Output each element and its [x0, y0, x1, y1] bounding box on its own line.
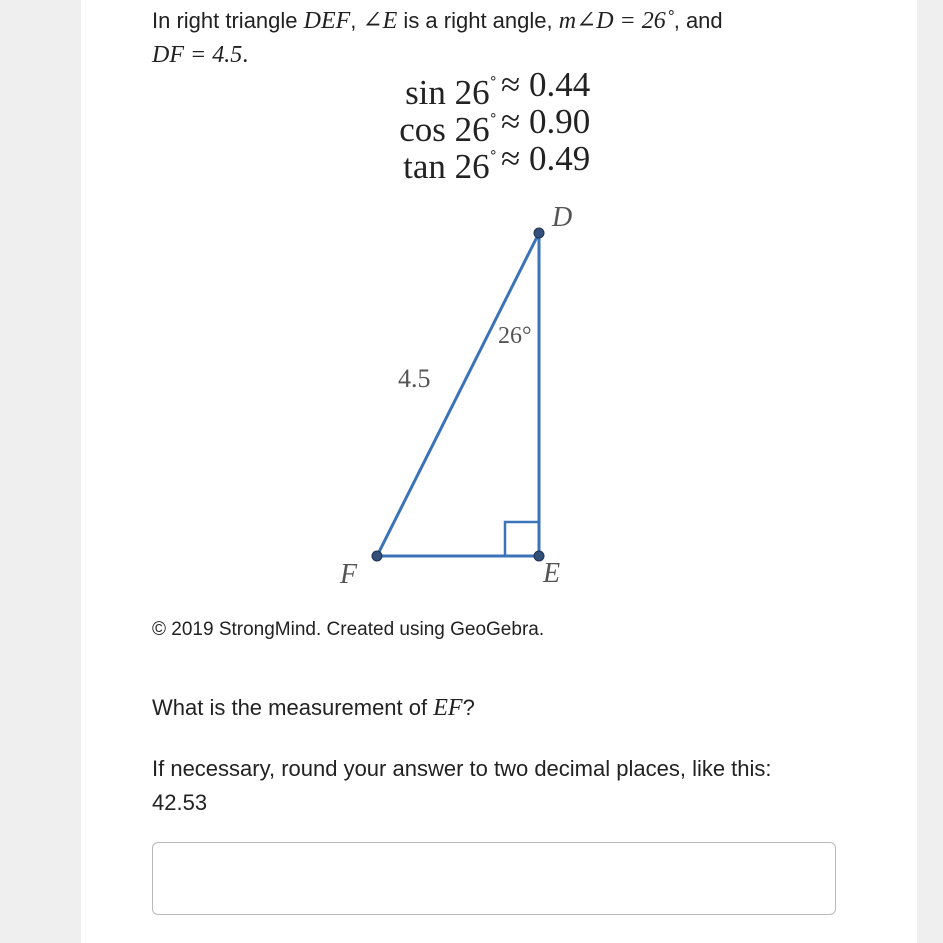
trig-fn-text: sin 26	[405, 73, 490, 112]
trig-fn-text: tan 26	[403, 147, 490, 186]
copyright-note: © 2019 StrongMind. Created using GeoGebra.	[152, 619, 545, 640]
side-df	[377, 233, 539, 556]
intro-prefix: In right triangle	[152, 8, 304, 33]
angle-d-measure: m∠D = 26˚	[558, 8, 674, 34]
angle-d-label: 26°	[498, 323, 532, 349]
vertex-point-d	[534, 228, 544, 238]
degree-sign: ˚	[489, 146, 497, 171]
triangle-name: DEF	[303, 8, 351, 34]
answer-input[interactable]	[152, 842, 836, 915]
instruction-example: 42.53	[152, 790, 208, 815]
intro-period: .	[242, 42, 249, 68]
question-suffix: ?	[462, 695, 475, 720]
question-prefix: What is the measurement of	[152, 695, 434, 720]
right-angle-mark	[505, 522, 539, 556]
instruction-line-1: If necessary, round your answer to two decimal places, like this:	[152, 756, 772, 781]
intro-comma: ,	[350, 8, 363, 33]
segment-ef: EF	[433, 695, 463, 721]
angle-e: ∠E	[362, 8, 398, 34]
trig-value: ≈ 0.44	[501, 65, 591, 104]
side-df-given: DF = 4.5	[152, 42, 243, 68]
hypotenuse-length-label: 4.5	[398, 364, 431, 393]
vertex-point-f	[372, 551, 382, 561]
trig-fn-text: cos 26	[399, 110, 490, 149]
intro-mid-text-2: , and	[673, 8, 723, 33]
question-card	[81, 0, 917, 943]
label-d: D	[552, 202, 573, 233]
degree-sign: ˚	[489, 109, 497, 134]
trig-value: ≈ 0.49	[501, 139, 591, 178]
label-f: F	[340, 559, 358, 590]
label-e: E	[543, 558, 561, 589]
degree-sign: ˚	[489, 72, 497, 97]
rounding-instruction	[152, 752, 852, 820]
intro-mid-text: is a right angle,	[397, 8, 559, 33]
question-text	[152, 695, 475, 722]
triangle-figure	[81, 0, 917, 620]
trig-value: ≈ 0.90	[501, 102, 591, 141]
